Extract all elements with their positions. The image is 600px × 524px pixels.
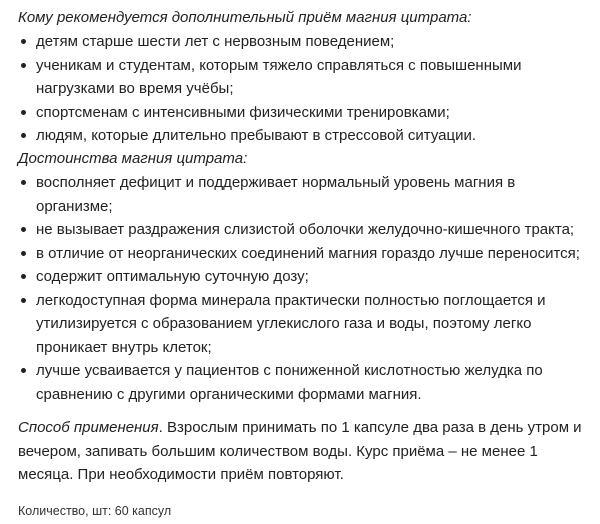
advantages-list xyxy=(0,171,600,406)
bullet-icon xyxy=(21,298,26,303)
bullet-icon xyxy=(21,110,26,115)
bullet-icon xyxy=(21,133,26,138)
usage-paragraph xyxy=(18,416,588,487)
usage-label: Способ применения xyxy=(18,419,159,436)
recommendation-list xyxy=(0,30,600,148)
recommendation-heading: Кому рекомендуется дополнительный приём магния цитрата: xyxy=(18,9,472,26)
bullet-icon xyxy=(21,63,26,68)
list-item: детям старше шести лет с нервозным поведением; xyxy=(0,30,600,54)
list-item: ученикам и студентам, которым тяжело справляться с повышенными нагрузками во время учёбы; xyxy=(0,54,600,101)
list-item: не вызывает раздражения слизистой оболочки желудочно-кишечного тракта; xyxy=(0,218,600,242)
quantity-text: Количество, шт: 60 капсул xyxy=(18,504,172,518)
list-item: спортсменам с интенсивными физическими тренировками; xyxy=(0,101,600,125)
bullet-icon xyxy=(21,251,26,256)
bullet-icon xyxy=(21,180,26,185)
bullet-icon xyxy=(21,227,26,232)
list-item: содержит оптимальную суточную дозу; xyxy=(0,265,600,289)
bullet-icon xyxy=(21,368,26,373)
bullet-icon xyxy=(21,39,26,44)
advantages-heading: Достоинства магния цитрата: xyxy=(18,150,248,167)
usage-text: . Взрослым принимать по 1 капсуле два раза в день утром и вечером, запивать большим количеством воды. Курс приёма – не менее 1 месяца. При необходимости приём повторяют. xyxy=(18,419,582,483)
list-item: в отличие от неорганических соединений магния гораздо лучше переносится; xyxy=(0,242,600,266)
list-item: легкодоступная форма минерала практически полностью поглощается и утилизируется с образованием углекислого газа и воды, поэтому легко проникает внутрь клеток; xyxy=(0,289,600,360)
list-item: людям, которые длительно пребывают в стрессовой ситуации. xyxy=(0,124,600,148)
list-item: лучше усваивается у пациентов с пониженной кислотностью желудка по сравнению с другими органическими формами магния. xyxy=(0,359,600,406)
list-item: восполняет дефицит и поддерживает нормальный уровень магния в организме; xyxy=(0,171,600,218)
bullet-icon xyxy=(21,274,26,279)
